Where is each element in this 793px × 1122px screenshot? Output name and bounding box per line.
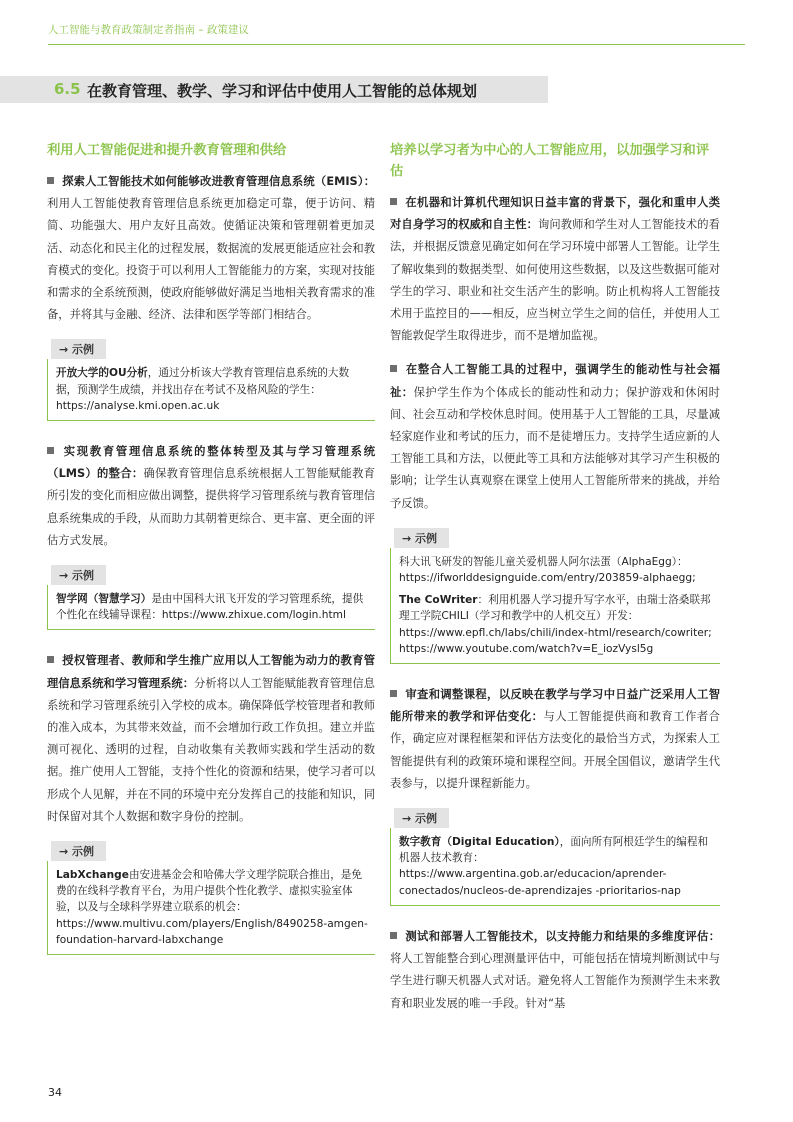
example-tag: → 示例 [51,565,106,585]
left-item-3: 授权管理者、教师和学生推广应用以人工智能为动力的教育管理信息系统和学习管理系统：分析将以人工智能赋能教育管理信息系统和学习管理系统引入学校的成本。确保降低学校管理者和教师的准入成本，为其带来效益，而不会增加行政工作负担。建立并监测可视化、透明的过程，自动收集有关教师实践和学生活动的数据。推广使用人工智能，支持个性化的资源和结果，使学习者可以形成个人见解，并在不同的环境中充分发挥自己的技能和知识，同时保留对其个人数据和数字身份的控制。 [47,654,375,823]
bullet-icon [390,365,397,372]
bullet-icon [47,177,54,184]
bullet-icon [47,656,54,663]
page-number: 34 [48,1086,62,1099]
example-alphaegg-cowriter [390,527,720,664]
example-box: 科大讯飞研发的智能儿童关爱机器人阿尔法蛋（AlphaEgg）：https://ifworlddesignguide.com/entry/203859-alphaegg; The CoWriter：利用机器人学习提升写字水平，由瑞士洛桑联邦理工学院CHILI（学习和教学中的人机交互）开发：https://www.epfl.ch/labs/chili/index-html/research/cowriter; https://www.youtube.com/watch?v=E_iozVysl5g [390,548,720,664]
right-column [390,140,720,1027]
right-item-2: 在整合人工智能工具的过程中，强调学生的能动性与社会福祉：保护学生作为个体成长的能动性和动力；保护游戏和休闲时间、社会互动和学校休息时间。使用基于人工智能的工具，尽量减轻家庭作业和考试的压力，而不是徒增压力。支持学生适应新的人工智能工具和方法，以便此等工具和方法能够对其学习产生积极的影响；让学生认真观察在课堂上使用人工智能所带来的挑战，并给予反馈。 [390,363,720,510]
header-rule [48,44,745,45]
bullet-icon [47,447,54,454]
example-ou-analyse [47,338,375,421]
bullet-icon [390,198,397,205]
left-column [47,140,375,975]
example-zhixue [47,564,375,630]
bullet-icon [390,932,397,939]
example-tag: → 示例 [394,528,449,548]
right-item-1: 在机器和计算机代理知识日益丰富的背景下，强化和重申人类对自身学习的权威和自主性：询问教师和学生对人工智能技术的看法，并根据反馈意见确定如何在学习环境中部署人工智能。让学生了解收集到的数据类型、如何使用这些数据，以及这些数据可能对学生的学习、职业和社交生活产生的影响。防止机构将人工智能技术用于监控目的——相反，应当树立学生之间的信任，并使用人工智能敦促学生取得进步，而不是增加监视。 [390,196,720,343]
example-box: 开放大学的OU分析，通过分析该大学教育管理信息系统的大数据，预测学生成绩，并找出存在考试不及格风险的学生： https://analyse.kmi.open.ac.uk [47,359,375,421]
example-digital-education [390,807,720,906]
left-item-2: 实现教育管理信息系统的整体转型及其与学习管理系统（LMS）的整合：确保教育管理信息系统根据人工智能赋能教育所引发的变化而相应做出调整，提供将学习管理系统与教育管理信息系统集成的手段，从而助力其朝着更综合、更丰富、更全面的评估方式发展。 [47,445,375,547]
example-box: 智学网（智慧学习）是由中国科大讯飞开发的学习管理系统，提供个性化在线辅导课程：https://www.zhixue.com/login.html [47,585,375,630]
example-tag: → 示例 [51,841,106,861]
example-box: LabXchange由安进基金会和哈佛大学文理学院联合推出，是免费的在线科学教育平台，为用户提供个性化教学、虚拟实验室体验，以及与全球科学界建立联系的机会：https://www.multivu.com/players/English/8490258-amgen-foundation-harvard-labxchange [47,861,375,955]
right-item-4: 测试和部署人工智能技术，以支持能力和结果的多维度评估：将人工智能整合到心理测量评估中，可能包括在情境判断测试中与学生进行聊天机器人式对话。避免将人工智能作为预测学生未来教育和职业发展的唯一手段。针对“基 [390,929,720,1010]
right-item-3: 审查和调整课程，以反映在教学与学习中日益广泛采用人工智能所带来的教学和评估变化：与人工智能提供商和教育工作者合作，确定应对课程框架和评估方法变化的最恰当方式，为探索人工智能提供有利的政策环境和课程空间。开展全国倡议，邀请学生代表参与，以提升课程新能力。 [390,688,720,790]
example-tag: → 示例 [394,808,449,828]
section-number: 6.5 [54,80,81,98]
right-subhead: 培养以学习者为中心的人工智能应用，以加强学习和评估 [390,143,710,179]
section-title: 在教育管理、教学、学习和评估中使用人工智能的总体规划 [87,82,478,100]
left-item-1: 探索人工智能技术如何能够改进教育管理信息系统（EMIS）：利用人工智能使教育管理信息系统更加稳定可靠，便于访问、精简、功能强大、用户友好且高效。使循证决策和管理朝着更加灵活、动态化和民主化的过程发展，数据流的发展更能适应社会和教育模式的变化。投资于可以利用人工智能能力的方案，实现对技能和需求的全系统预测，使政府能够做好满足当地相关教育需求的准备，并将其与金融、经济、法律和医学等部门相结合。 [47,175,375,322]
left-subhead: 利用人工智能促进和提升教育管理和供给 [47,143,287,158]
example-tag: → 示例 [51,339,106,359]
example-labxchange [47,840,375,955]
example-box: 数字教育（Digital Education），面向所有阿根廷学生的编程和机器人技术教育：https://www.argentina.gob.ar/educacion/aprender-conectados/nucleos-de-aprendizajes -prioritarios-nap [390,828,720,906]
running-header: 人工智能与教育政策制定者指南 – 政策建议 [48,24,249,36]
bullet-icon [390,690,397,697]
